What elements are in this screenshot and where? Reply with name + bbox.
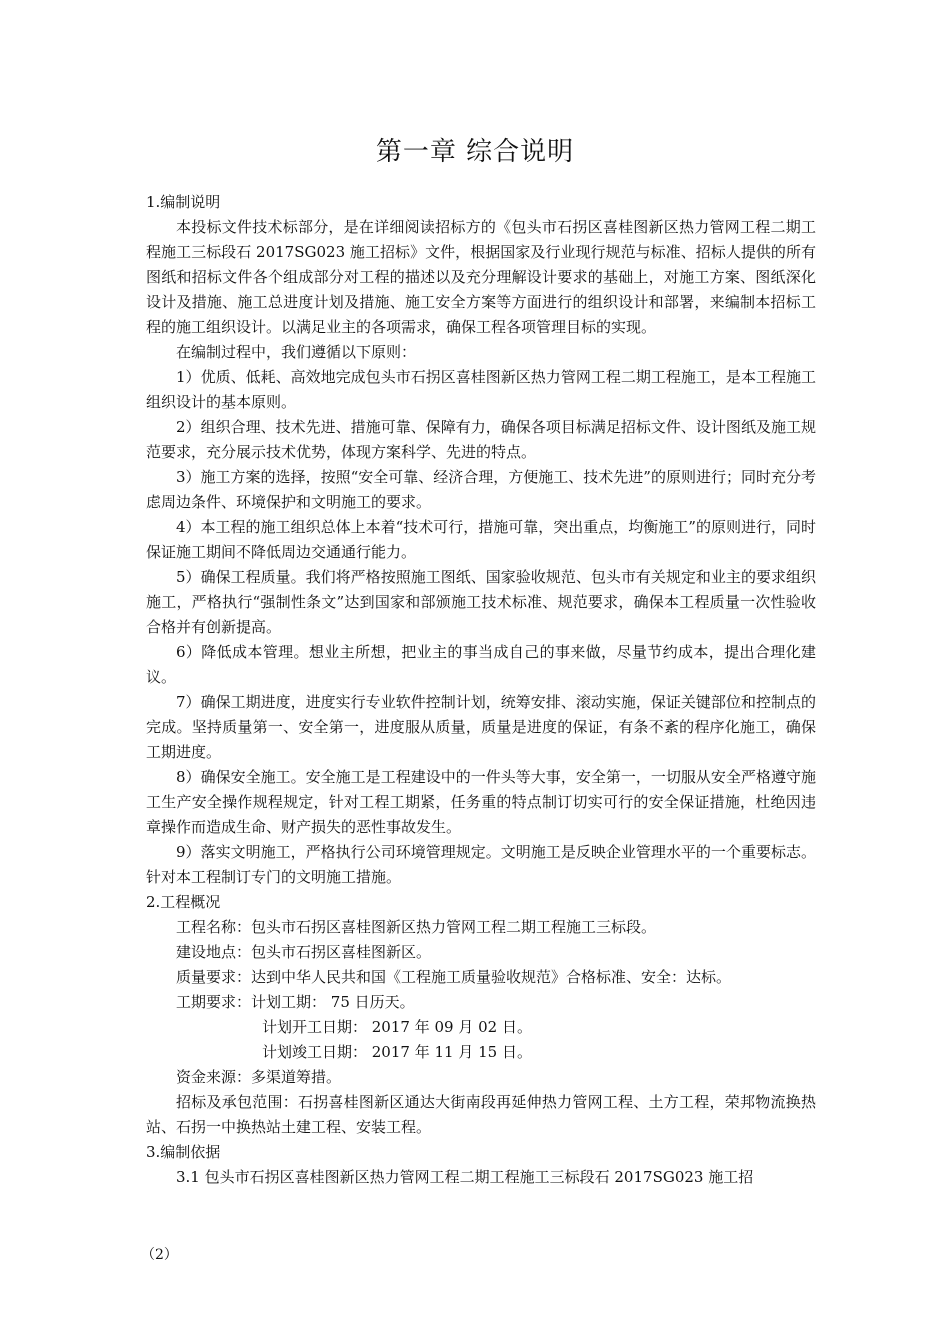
paragraph: 4）本工程的施工组织总体上本着“技术可行，措施可靠，突出重点，均衡施工”的原则进行，同时保证施工期间不降低周边交通通行能力。 [146,518,816,561]
paragraph: 9）落实文明施工，严格执行公司环境管理规定。文明施工是反映企业管理水平的一个重要标志。针对本工程制订专门的文明施工措施。 [146,843,816,886]
paragraph: 2）组织合理、技术先进、措施可靠、保障有力，确保各项目标满足招标文件、设计图纸及施工规范要求，充分展示技术优势，体现方案科学、先进的特点。 [146,418,816,461]
section-heading: 2.工程概况 [146,893,221,911]
paragraph: 5）确保工程质量。我们将严格按照施工图纸、国家验收规范、包头市有关规定和业主的要求组织施工，严格执行“强制性条文”达到国家和部颁施工技术标准、规范要求，确保本工程质量一次性验收合格并有创新提高。 [146,568,816,636]
paragraph: 建设地点：包头市石拐区喜桂图新区。 [176,943,432,961]
paragraph: 在编制过程中，我们遵循以下原则： [176,343,417,361]
paragraph: 3.1 包头市石拐区喜桂图新区热力管网工程二期工程施工三标段石 2017SG023 施工招 [176,1168,754,1186]
paragraph: 工程名称：包头市石拐区喜桂图新区热力管网工程二期工程施工三标段。 [176,918,657,936]
section-heading: 3.编制依据 [146,1143,221,1161]
paragraph: 工期要求：计划工期： 75 日历天。 [176,993,415,1011]
paragraph: 计划竣工日期： 2017 年 11 月 15 日。 [262,1043,532,1061]
paragraph: 3）施工方案的选择，按照“安全可靠、经济合理，方便施工、技术先进”的原则进行；同时充分考虑周边条件、环境保护和文明施工的要求。 [146,468,816,511]
paragraph: 资金来源：多渠道筹措。 [176,1068,342,1086]
paragraph: 8）确保安全施工。安全施工是工程建设中的一件头等大事，安全第一，一切服从安全严格遵守施工生产安全操作规程规定，针对工程工期紧，任务重的特点制订切实可行的安全保证措施，杜绝因违章操作而造成生命、财产损失的恶性事故发生。 [146,768,816,836]
chapter-title: 第一章 综合说明 [375,137,575,167]
paragraph: 1）优质、低耗、高效地完成包头市石拐区喜桂图新区热力管网工程二期工程施工，是本工程施工组织设计的基本原则。 [146,368,816,411]
paragraph: 6）降低成本管理。想业主所想，把业主的事当成自己的事来做，尽量节约成本，提出合理化建议。 [146,643,816,686]
paragraph: 7）确保工期进度，进度实行专业软件控制计划，统筹安排、滚动实施，保证关键部位和控制点的完成。坚持质量第一、安全第一，进度服从质量，质量是进度的保证，有条不紊的程序化施工，确保工期进度。 [146,693,816,761]
document-body [146,190,816,1190]
paragraph: 招标及承包范围：石拐喜桂图新区通达大街南段再延伸热力管网工程、土方工程，荣邦物流换热站、石拐一中换热站土建工程、安装工程。 [146,1093,816,1136]
section-heading: 1.编制说明 [146,193,221,211]
paragraph: 计划开工日期： 2017 年 09 月 02 日。 [262,1018,532,1036]
paragraph: 本投标文件技术标部分，是在详细阅读招标方的《包头市石拐区喜桂图新区热力管网工程二期工程施工三标段石 2017SG023 施工招标》文件，根据国家及行业现行规范与标准、招标人提供的所有图纸和招标文件各个组成部分对工程的描述以及充分理解设计要求的基础上，对施工方案、图纸深化设计及措施、施工总进度计划及措施、施工安全方案等方面进行的组织设计和部署，来编制本招标工程的施工组织设计。以满足业主的各项需求，确保工程各项管理目标的实现。 [146,218,816,336]
paragraph: 质量要求：达到中华人民共和国《工程施工质量验收规范》合格标准、安全：达标。 [176,968,732,986]
page-number: （2） [141,1247,178,1263]
